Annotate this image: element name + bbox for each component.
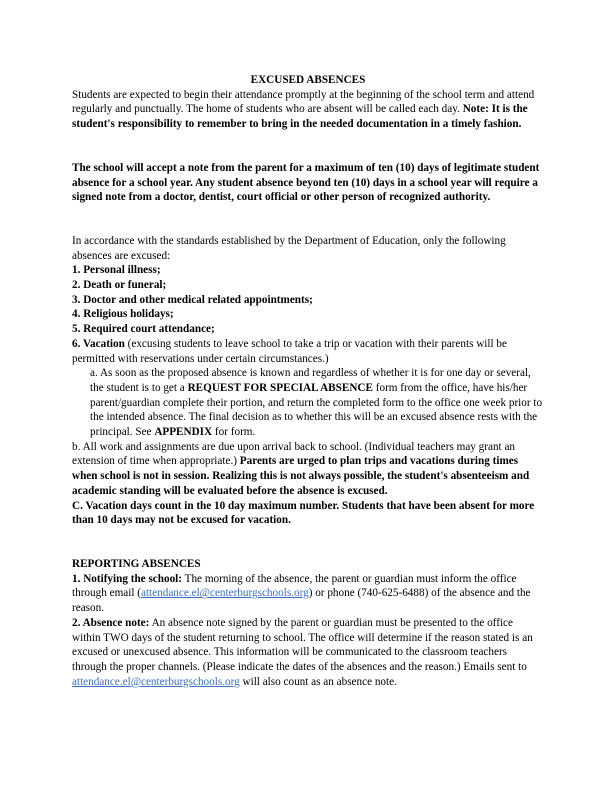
- reporting-item-2: [72, 616, 544, 690]
- attendance-email-link[interactable]: attendance.el@centerburgschools.org: [140, 587, 309, 600]
- attendance-email-link-2[interactable]: attendance.el@centerburgschools.org: [72, 675, 240, 688]
- excused-item-1: 1. Personal illness;: [72, 264, 161, 277]
- note-label: Note:: [462, 103, 489, 116]
- vacation-subitem-a: [72, 366, 544, 440]
- vacation-label: 6. Vacation: [72, 337, 125, 350]
- excused-item-5: 5. Required court attendance;: [72, 323, 215, 336]
- vacation-a-text-3: for form.: [214, 426, 256, 439]
- vacation-a-text-2: form from the office, have his/her parent/guardian complete their portion, and return the completed form to the office one week prior to the intended absence. The final decision as to whether this will be an excused absence rests with the principal. See: [90, 381, 543, 439]
- excused-item-3: 3. Doctor and other medical related appointments;: [72, 293, 313, 306]
- notifying-text-1: The morning of the absence, the parent or guardian must inform the office through email (: [72, 572, 517, 600]
- vacation-subitem-b: [72, 440, 544, 499]
- absence-note-text-1: An absence note signed by the parent or guardian must be presented to the office within TWO days of the student returning to school. The office will determine if the reason stated is an excused or unexcused absence. This information will be communicated to the classroom teachers through the proper channels. (Please indicate the dates of the absences and the reason.) Emails sent to: [72, 616, 533, 673]
- standards-intro: In accordance with the standards established by the Department of Education, only the following absences are excused:: [72, 234, 506, 262]
- excused-item-6: [72, 337, 544, 366]
- note-text: It is the student's responsibility to remember to bring in the needed documentation in a timely fashion.: [72, 103, 528, 131]
- parent-note-paragraph: The school will accept a note from the parent for a maximum of ten (10) days of legitimate student absence for a school year. Any student absence beyond ten (10) days in a school year will require a signed note from a doctor, dentist, court official or other person of recognized authority.: [72, 161, 540, 204]
- vacation-b-text-2: Parents are urged to plan trips and vacations during times when school is not in session. Realizing this is not always possible, the student's absenteeism and academic standing will be evaluated before the absence is excused.: [72, 455, 530, 497]
- intro-paragraph: [72, 88, 544, 132]
- excused-item-4: 4. Religious holidays;: [72, 308, 174, 321]
- vacation-b-text-1: b. All work and assignments are due upon arrival back to school. (Individual teachers may grant an extension of time when appropriate.): [72, 440, 516, 468]
- appendix-reference: APPENDIX: [154, 426, 213, 439]
- special-absence-form-name: REQUEST FOR SPECIAL ABSENCE: [187, 381, 373, 394]
- reporting-absences-heading: REPORTING ABSENCES: [72, 557, 201, 570]
- excused-item-2: 2. Death or funeral;: [72, 279, 167, 292]
- notifying-label: 1. Notifying the school:: [72, 572, 183, 585]
- absence-note-text-2: will also count as an absence note.: [242, 675, 397, 688]
- excused-absences-heading: EXCUSED ABSENCES: [250, 74, 366, 86]
- absence-note-label: 2. Absence note:: [72, 616, 150, 629]
- vacation-a-text-1: a. As soon as the proposed absence is known and regardless of whether it is for one day or several, the student is to get a: [90, 367, 531, 394]
- intro-text: Students are expected to begin their attendance promptly at the beginning of the school term and attend regularly and punctually. The home of students who are absent will be called each day.: [72, 88, 535, 116]
- vacation-subitem-c: C. Vacation days count in the 10 day maximum number. Students that have been absent for more than 10 days may not be excused for vacation.: [72, 499, 535, 527]
- document-body: [72, 73, 544, 689]
- vacation-text: (excusing students to leave school to take a trip or vacation with their parents will be permitted with reservations under certain circumstances.): [72, 337, 507, 365]
- reporting-item-1: [72, 572, 544, 616]
- notifying-text-2: ) or phone (740-625-6488) of the absence and the reason.: [72, 587, 531, 615]
